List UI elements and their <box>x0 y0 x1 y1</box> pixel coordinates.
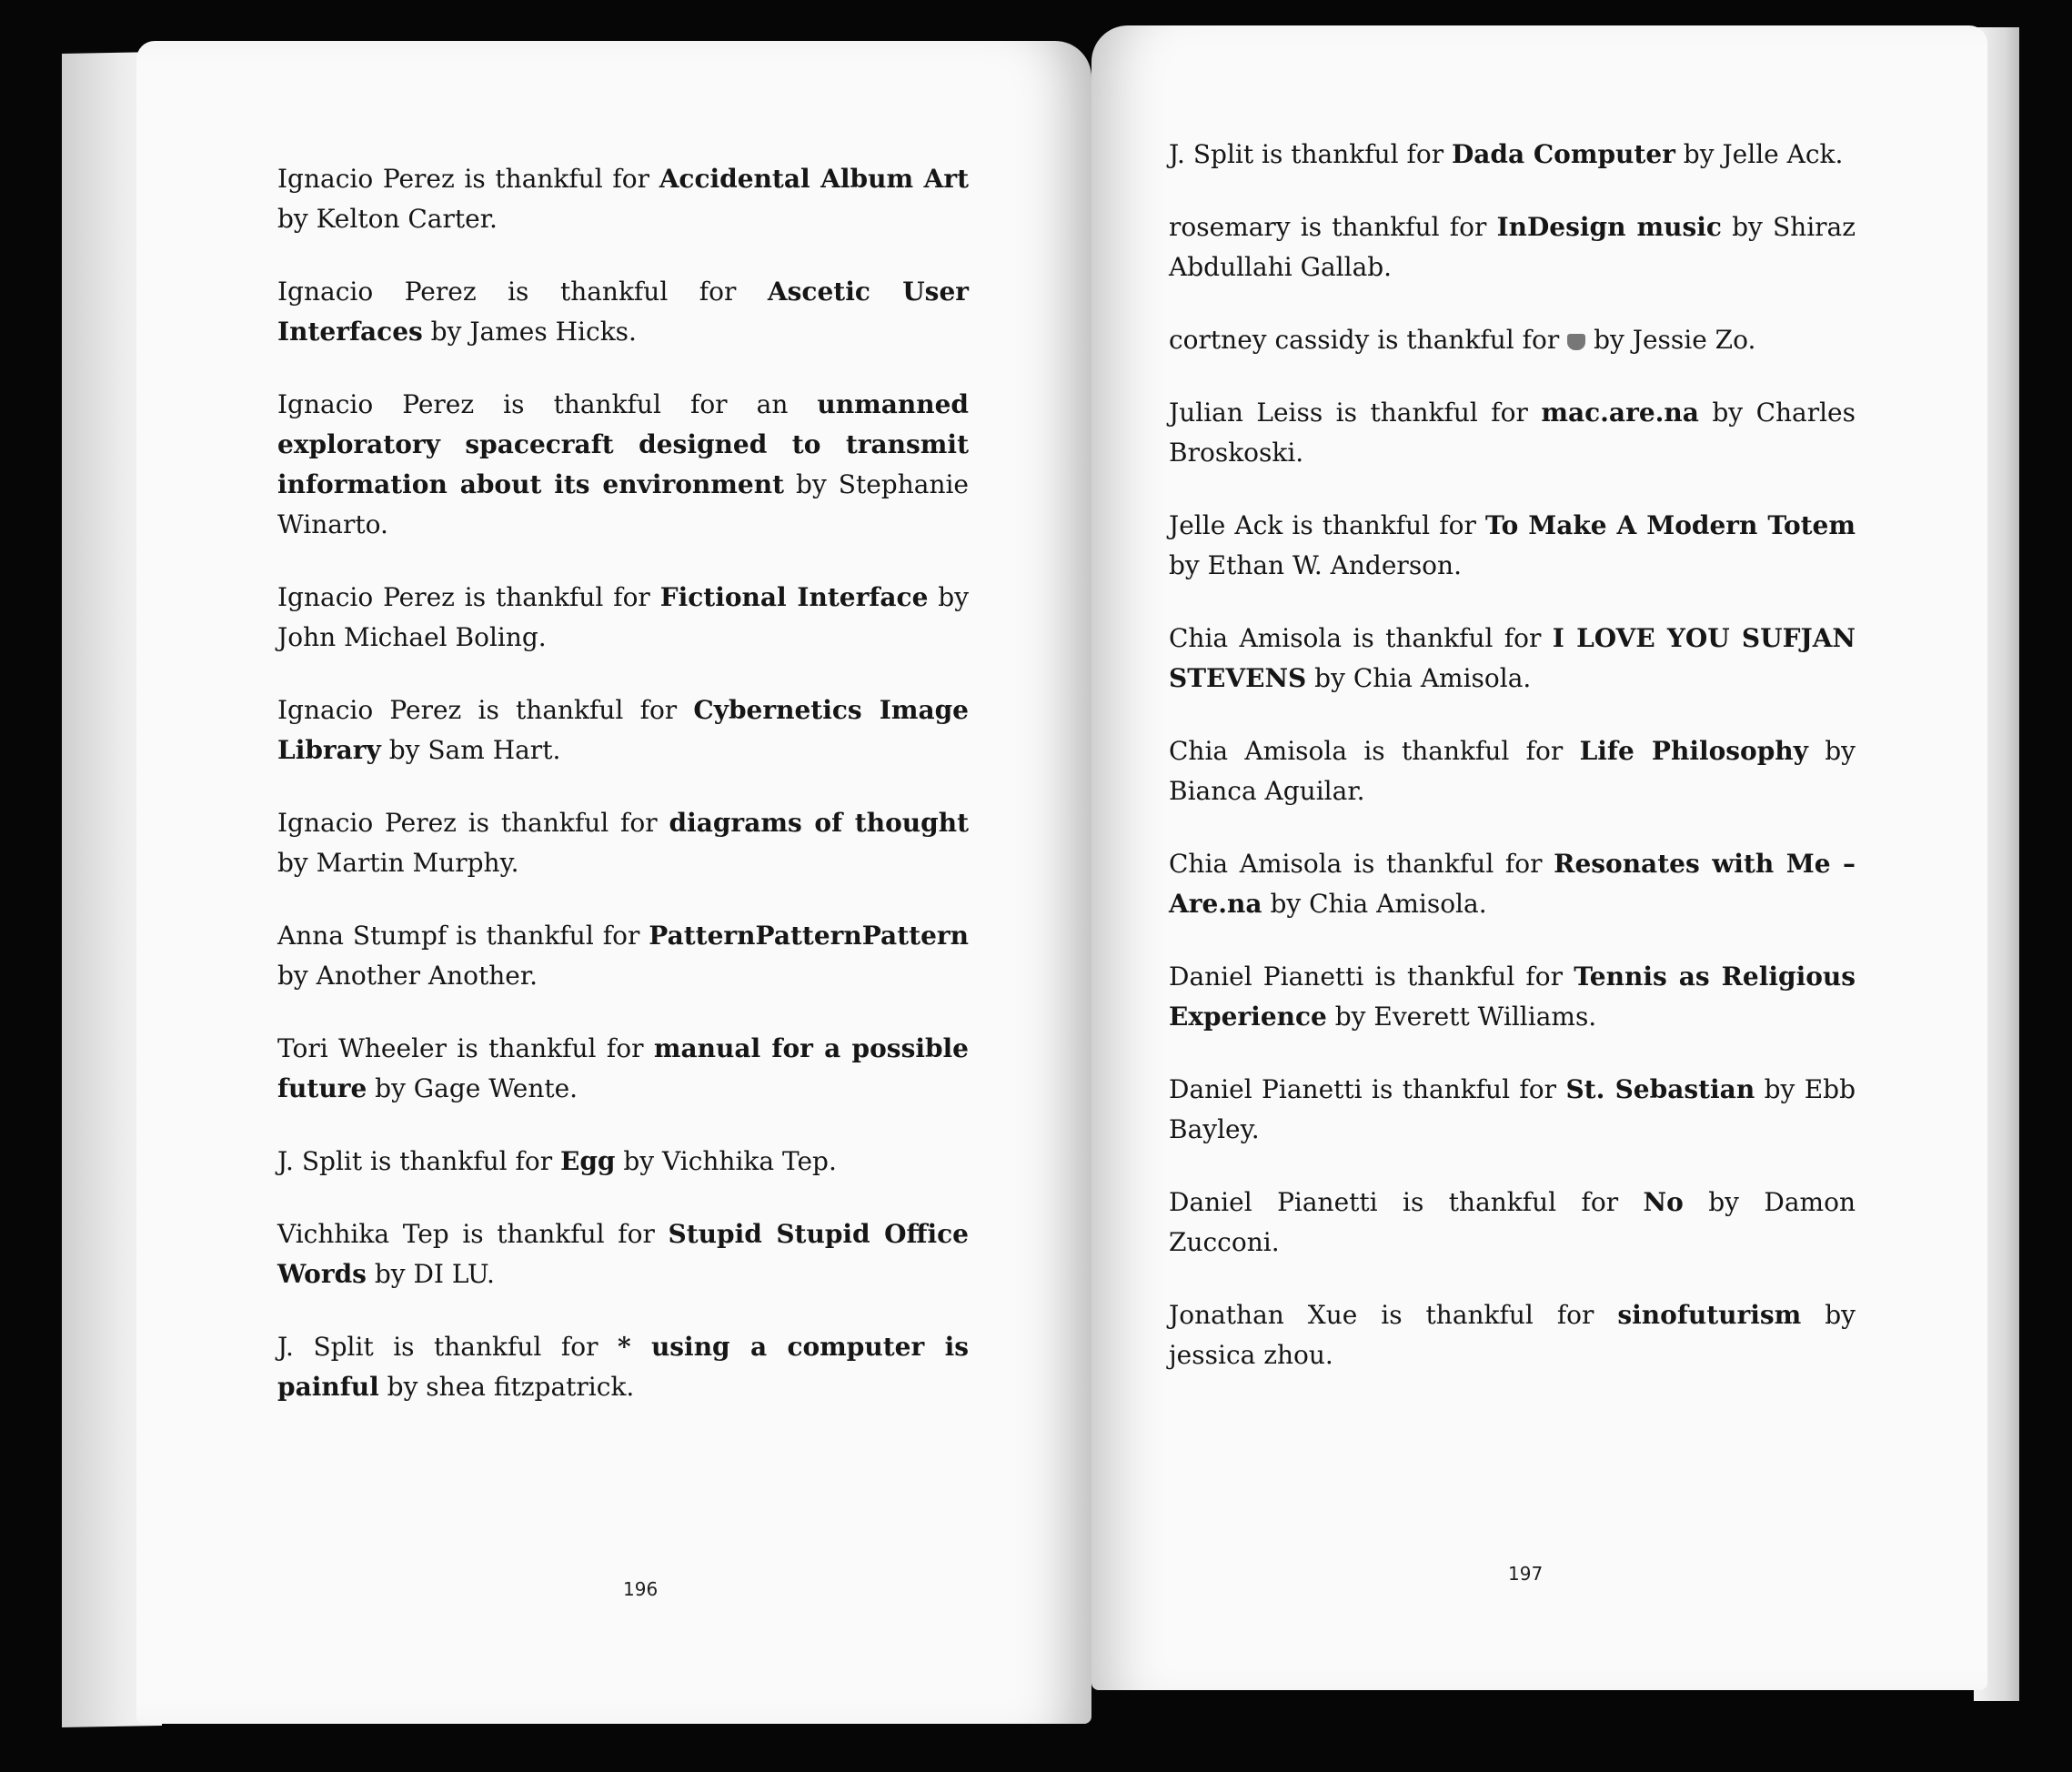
entry-attribution: by Gage Wente. <box>367 1073 578 1103</box>
thanks-entry <box>1169 1183 1856 1263</box>
thanks-entry <box>1169 619 1856 699</box>
thanks-entry <box>277 578 969 658</box>
entry-lead: Anna Stumpf is thankful for <box>277 921 649 951</box>
entry-title: St. Sebastian <box>1565 1074 1755 1104</box>
thanks-entry <box>277 803 969 883</box>
entry-attribution: by Martin Murphy. <box>277 848 519 878</box>
entry-attribution: by Bianca Aguilar. <box>1169 736 1856 806</box>
entry-attribution: by Ebb Bayley. <box>1169 1074 1856 1144</box>
entry-lead: cortney cassidy is thankful for <box>1169 325 1568 355</box>
entry-attribution: by Another Another. <box>277 961 538 991</box>
entry-lead: J. Split is thankful for <box>277 1146 560 1176</box>
entry-title: * using a computer is painful <box>277 1332 969 1402</box>
entry-title: I LOVE YOU SUFJAN STEVENS <box>1169 623 1856 693</box>
entry-title: To Make A Modern Totem <box>1484 510 1856 540</box>
entry-attribution: by Chia Amisola. <box>1262 889 1487 919</box>
entry-attribution: by James Hicks. <box>422 317 637 347</box>
entry-attribution: by jessica zhou. <box>1169 1300 1856 1370</box>
entry-lead: Ignacio Perez is thankful for <box>277 582 660 612</box>
thanks-entry <box>1169 207 1856 287</box>
entry-attribution: by DI LU. <box>366 1259 495 1289</box>
thanks-entry <box>1169 506 1856 586</box>
entry-lead: Daniel Pianetti is thankful for <box>1169 962 1574 992</box>
entry-lead: Vichhika Tep is thankful for <box>277 1219 669 1249</box>
page-number-right: 197 <box>1508 1563 1544 1585</box>
thanks-entry <box>277 1327 969 1407</box>
entry-attribution: by Chia Amisola. <box>1306 663 1532 693</box>
thanks-entry <box>277 690 969 770</box>
thanks-entry <box>1169 1070 1856 1150</box>
entry-lead: Chia Amisola is thankful for <box>1169 736 1580 766</box>
entry-lead: Julian Leiss is thankful for <box>1169 398 1542 428</box>
thanks-entry <box>1169 320 1856 360</box>
entry-lead: Tori Wheeler is thankful for <box>277 1033 654 1063</box>
entry-title: Dada Computer <box>1451 139 1675 169</box>
entry-title: Cybernetics Image Library <box>277 695 970 765</box>
entry-attribution: by Ethan W. Anderson. <box>1169 550 1462 580</box>
entry-lead: Ignacio Perez is thankful for <box>277 277 768 307</box>
entry-title: Egg <box>559 1146 616 1176</box>
entry-title: Resonates with Me – Are.na <box>1169 849 1856 919</box>
entry-title: unmanned exploratory spacecraft designed to transmit information about its environment <box>277 389 969 499</box>
entry-lead: Ignacio Perez is thankful for <box>277 695 694 725</box>
entry-lead: Chia Amisola is thankful for <box>1169 623 1553 653</box>
entry-attribution: by Stephanie Winarto. <box>277 469 969 539</box>
entry-title: diagrams of thought <box>669 808 969 838</box>
entry-title: mac.are.na <box>1541 398 1699 428</box>
entry-attribution: by shea fitzpatrick. <box>378 1372 635 1402</box>
emoji-icon <box>1567 334 1585 350</box>
left-page <box>136 41 1091 1724</box>
entry-title: Ascetic User Interfaces <box>277 277 970 347</box>
entry-title: Fictional Interface <box>659 582 929 612</box>
entry-lead: Daniel Pianetti is thankful for <box>1169 1074 1566 1104</box>
entry-lead: Ignacio Perez is thankful for an <box>277 389 818 419</box>
thanks-entry <box>277 916 969 996</box>
thanks-entry <box>1169 844 1856 924</box>
entry-attribution: by John Michael Boling. <box>277 582 970 652</box>
entry-title: Life Philosophy <box>1579 736 1808 766</box>
entry-title: Accidental Album Art <box>659 164 969 194</box>
entry-title: Stupid Stupid Office Words <box>277 1219 969 1289</box>
right-page <box>1091 25 1987 1690</box>
thanks-entry <box>277 159 969 239</box>
thanks-entry <box>277 385 969 545</box>
entry-lead: Chia Amisola is thankful for <box>1169 849 1554 879</box>
entry-lead: J. Split is thankful for <box>1169 139 1452 169</box>
entry-attribution: by Charles Broskoski. <box>1169 398 1856 468</box>
entry-lead: Daniel Pianetti is thankful for <box>1169 1187 1644 1217</box>
entry-attribution: by Jelle Ack. <box>1675 139 1844 169</box>
entry-attribution: by Damon Zucconi. <box>1169 1187 1856 1257</box>
thanks-entry <box>1169 393 1856 473</box>
entry-attribution: by Everett Williams. <box>1326 1002 1597 1032</box>
entry-title: No <box>1643 1187 1684 1217</box>
entry-lead: Ignacio Perez is thankful for <box>277 808 669 838</box>
thanks-entry <box>277 1029 969 1109</box>
right-page-text <box>1169 135 1856 1408</box>
thanks-entry <box>1169 135 1856 175</box>
entry-title: InDesign music <box>1496 212 1722 242</box>
entry-attribution: by Vichhika Tep. <box>615 1146 837 1176</box>
entry-title: sinofuturism <box>1617 1300 1802 1330</box>
entry-title: manual for a possible future <box>277 1033 969 1103</box>
entry-attribution: by Jessie Zo. <box>1585 325 1756 355</box>
entry-lead: Ignacio Perez is thankful for <box>277 164 659 194</box>
entry-lead: J. Split is thankful for <box>277 1332 618 1362</box>
entry-attribution: by Kelton Carter. <box>277 204 498 234</box>
thanks-entry <box>1169 1295 1856 1375</box>
thanks-entry <box>277 1214 969 1294</box>
entry-attribution: by Sam Hart. <box>380 735 561 765</box>
entry-lead: rosemary is thankful for <box>1169 212 1497 242</box>
left-page-text <box>277 159 969 1440</box>
entry-lead: Jelle Ack is thankful for <box>1169 510 1485 540</box>
entry-title: PatternPatternPattern <box>649 921 969 951</box>
page-number-left: 196 <box>623 1578 659 1600</box>
thanks-entry <box>1169 957 1856 1037</box>
entry-lead: Jonathan Xue is thankful for <box>1169 1300 1618 1330</box>
entry-title: Tennis as Religious Experience <box>1169 962 1856 1032</box>
thanks-entry <box>1169 731 1856 811</box>
entry-attribution: by Shiraz Abdullahi Gallab. <box>1169 212 1856 282</box>
thanks-entry <box>277 272 969 352</box>
thanks-entry <box>277 1142 969 1182</box>
